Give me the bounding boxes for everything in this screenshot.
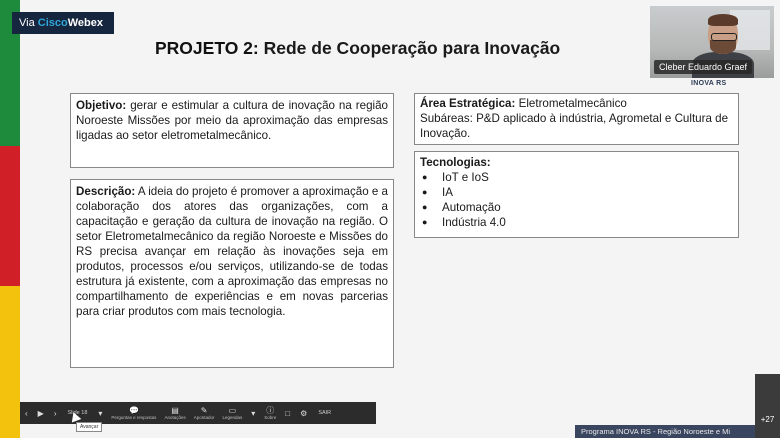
fullscreen-icon[interactable]: □: [285, 408, 291, 418]
toolbar-info-button[interactable]: [264, 406, 276, 421]
technologies-label: Tecnologias:: [420, 156, 491, 169]
technology-item: ● Automação: [442, 200, 733, 215]
pen-icon: ✎: [200, 405, 208, 415]
technologies-list: [420, 170, 733, 230]
settings-icon[interactable]: ⚙: [300, 408, 308, 418]
toolbar-notes-button[interactable]: [164, 406, 185, 421]
video-person-glasses: [711, 33, 737, 41]
toolbar-chat-button[interactable]: [111, 406, 156, 421]
technology-item: ● IoT e IoS: [442, 170, 733, 185]
play-icon[interactable]: ▶: [37, 408, 44, 418]
strategic-area-label: Área Estratégica:: [420, 97, 516, 110]
webex-brand: [38, 17, 103, 29]
webex-badge: [12, 12, 114, 34]
toolbar-captions-label: Legendas: [222, 414, 243, 420]
toolbar-notes-label: Anotações: [164, 414, 186, 420]
technology-item: ● Indústria 4.0: [442, 215, 733, 230]
strategic-area-line: [420, 96, 733, 111]
video-person-beard: [710, 40, 736, 54]
description-label: Descrição:: [76, 185, 136, 198]
video-person-hair: [708, 14, 738, 26]
webex-prefix: Via: [19, 17, 38, 29]
technology-item: ● IA: [442, 185, 733, 200]
objective-box: [70, 93, 394, 168]
strategic-area-box: [414, 93, 739, 145]
description-text: A ideia do projeto é promover a aproximação e a colaboração dos atores das organizações, com a capacitação e geração da cultura de inovação na região. O setor Eletrometalmecânico da região Noroeste e Missões do RS precisa avançar em relação às inovações seja em produtos, processos e/ou serviços, utilizando-se de todas estrutura já existente, com a aproximação das empresas no compartilhamento de experiências e em novas parcerias para criar produtos com mais tecnologia.: [76, 185, 388, 318]
captions-icon: ▭: [228, 405, 237, 415]
previous-slide-icon[interactable]: ‹: [25, 408, 28, 418]
inova-rs-logo: INOVA RS: [691, 80, 727, 87]
participants-count-badge[interactable]: +27: [755, 374, 780, 438]
slide-title-strong: PROJETO 2:: [155, 38, 259, 58]
flag-stripe-red: [0, 146, 20, 286]
toolbar-info-label: Sobre: [264, 414, 277, 420]
toolbar-chat-label: Perguntas e respostas: [111, 414, 157, 420]
info-icon: ⓘ: [266, 405, 275, 415]
objective-text: gerar e estimular a cultura de inovação na região Noroeste Missões por meio da aproximação das empresas ligadas ao setor eletrometalmecânico.: [76, 99, 388, 142]
subareas-text: Subáreas: P&D aplicado à indústria, Agrometal e Cultura de Inovação.: [420, 112, 729, 140]
participant-name: Cleber Eduardo Graef: [654, 60, 752, 74]
slide-title-rest: Rede de Cooperação para Inovação: [258, 38, 561, 58]
slide-title: [155, 38, 560, 59]
toolbar-pointer-button[interactable]: [194, 406, 215, 421]
webex-brand-webex: Webex: [67, 17, 103, 29]
chat-icon: 💬: [128, 405, 139, 415]
participant-video[interactable]: [650, 6, 774, 78]
flag-stripe-yellow: [0, 286, 20, 438]
toolbar-pointer-label: Apontador: [193, 414, 215, 420]
exit-button[interactable]: SAIR: [318, 410, 332, 416]
description-box: [70, 179, 394, 368]
program-ribbon: Programa INOVA RS - Região Noroeste e Mi: [575, 425, 755, 438]
captions-dropdown-icon[interactable]: ▾: [251, 408, 256, 418]
slide-dropdown-icon[interactable]: ▾: [98, 408, 103, 418]
next-slide-icon[interactable]: ›: [53, 408, 57, 418]
toolbar-tooltip: Avançar: [76, 422, 102, 432]
strategic-area-text: Eletrometalmecânico: [515, 97, 627, 110]
toolbar-captions-button[interactable]: [222, 406, 242, 421]
webex-brand-cisco: Cisco: [37, 17, 68, 29]
notes-icon: ▤: [171, 405, 179, 415]
objective-label: Objetivo:: [76, 99, 127, 112]
technologies-box: [414, 151, 739, 238]
slide-number[interactable]: Slide 18: [67, 410, 88, 416]
